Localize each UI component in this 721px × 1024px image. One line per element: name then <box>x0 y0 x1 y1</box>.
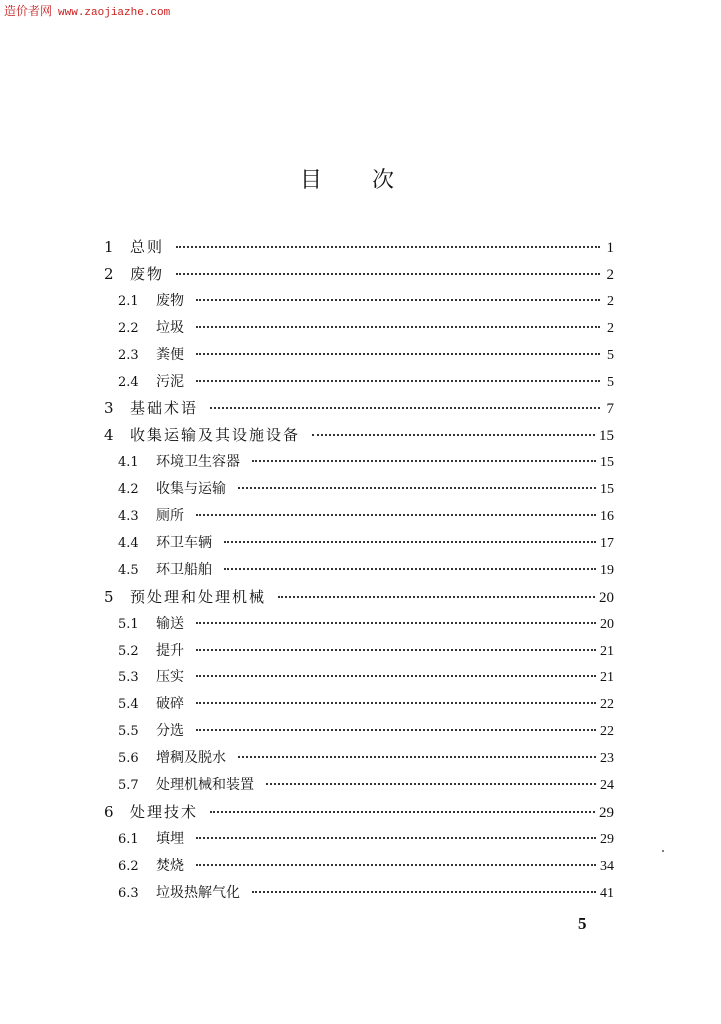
toc-entry-label: 增稠及脱水 <box>156 750 226 766</box>
toc-dot-leader <box>224 541 596 543</box>
toc-entry <box>118 773 614 797</box>
toc-entry-page: 29 <box>600 832 614 847</box>
toc-entry-page: 15 <box>600 482 614 497</box>
toc-entry-page: 17 <box>600 536 614 551</box>
toc-entry <box>104 800 614 824</box>
toc-entry <box>118 827 614 851</box>
toc-entry-number: 6.3 <box>118 886 139 901</box>
toc-entry-number: 4.2 <box>118 482 139 497</box>
toc-dot-leader <box>196 622 596 624</box>
toc-dot-leader <box>196 514 596 516</box>
toc-dot-leader <box>196 353 600 355</box>
toc-entry-label: 污泥 <box>156 374 184 390</box>
watermark-site-name: 造价者网 <box>4 4 53 18</box>
toc-entry <box>104 396 614 420</box>
toc-dot-leader <box>196 837 596 839</box>
toc-entry-number: 5.7 <box>118 778 139 793</box>
toc-entry-number: 5.1 <box>118 617 139 632</box>
toc-entry <box>118 692 614 716</box>
toc-entry-page: 21 <box>600 644 614 659</box>
toc-entry-page: 20 <box>599 590 614 606</box>
toc-entry-label: 总则 <box>130 238 165 256</box>
toc-dot-leader <box>196 649 596 651</box>
toc-entry <box>118 316 614 340</box>
toc-entry-label: 预处理和处理机械 <box>130 588 267 606</box>
toc-entry-number: 5.2 <box>118 644 139 659</box>
toc-entry-number: 6.1 <box>118 832 139 847</box>
toc-entry-page: 1 <box>606 240 614 256</box>
toc-entry-label: 环卫船舶 <box>156 562 212 578</box>
toc-title: 目次 <box>300 168 445 193</box>
scan-speck <box>662 850 664 852</box>
toc-dot-leader <box>196 729 596 731</box>
watermark-url: www.zaojiazhe.com <box>58 7 171 19</box>
toc-entry-label: 焚烧 <box>156 858 184 874</box>
toc-dot-leader <box>196 326 600 328</box>
toc-entry <box>118 719 614 743</box>
toc-entry-label: 厕所 <box>156 508 184 524</box>
toc-entry-label: 处理机械和装置 <box>156 777 254 793</box>
toc-entry-page: 41 <box>600 886 614 901</box>
toc-entry-page: 16 <box>600 509 614 524</box>
toc-entry-label: 废物 <box>156 293 184 309</box>
toc-entry-number: 2.3 <box>118 348 139 363</box>
toc-dot-leader <box>196 299 600 301</box>
toc-entry-number: 2.4 <box>118 375 139 390</box>
toc-dot-leader <box>278 596 595 598</box>
toc-dot-leader <box>196 702 596 704</box>
toc-entry-page: 22 <box>600 697 614 712</box>
toc-dot-leader <box>196 864 596 866</box>
toc-entry-page: 22 <box>600 724 614 739</box>
toc-entry <box>118 558 614 582</box>
toc-entry-number: 4.1 <box>118 455 139 470</box>
toc-entry <box>118 665 614 689</box>
toc-dot-leader <box>252 460 596 462</box>
toc-entry <box>118 746 614 770</box>
toc-entry <box>118 881 614 905</box>
toc-entry-label: 粪便 <box>156 347 184 363</box>
toc-dot-leader <box>224 568 596 570</box>
toc-entry-page: 23 <box>600 751 614 766</box>
toc-entry-number: 2.1 <box>118 294 139 309</box>
toc-entry-number: 5.6 <box>118 751 139 766</box>
toc-entry <box>118 450 614 474</box>
toc-entry <box>118 343 614 367</box>
toc-entry-page: 15 <box>600 455 614 470</box>
toc-dot-leader <box>176 246 600 248</box>
toc-entry-number: 6.2 <box>118 859 139 874</box>
toc-entry <box>118 639 614 663</box>
toc-dot-leader <box>238 487 596 489</box>
toc-entry-number: 4.5 <box>118 563 139 578</box>
toc-entry-label: 提升 <box>156 643 184 659</box>
toc-entry-page: 2 <box>607 294 614 309</box>
toc-dot-leader <box>238 756 596 758</box>
toc-entry-number: 5.4 <box>118 697 139 712</box>
page-number: 5 <box>578 914 587 933</box>
toc-dot-leader <box>196 380 600 382</box>
toc-entry-label: 环境卫生容器 <box>156 454 240 470</box>
toc-entry-label: 分选 <box>156 723 184 739</box>
toc-entry-number: 4.3 <box>118 509 139 524</box>
toc-entry-number: 5.3 <box>118 670 139 685</box>
toc-dot-leader <box>252 891 596 893</box>
toc-entry-label: 废物 <box>130 265 165 283</box>
toc-entry <box>118 531 614 555</box>
toc-entry-label: 收集运输及其设施设备 <box>130 426 301 444</box>
toc-entry-number: 3 <box>104 399 114 417</box>
toc-entry-page: 21 <box>600 670 614 685</box>
toc-entry-number: 2 <box>104 265 114 283</box>
toc-entry-page: 5 <box>607 348 614 363</box>
toc-entry-label: 填埋 <box>156 831 184 847</box>
toc-dot-leader <box>176 273 600 275</box>
toc-entry-label: 破碎 <box>156 696 184 712</box>
toc-entry-page: 20 <box>600 617 614 632</box>
toc-entry-page: 15 <box>599 428 614 444</box>
toc-dot-leader <box>196 675 596 677</box>
toc-dot-leader <box>210 811 595 813</box>
toc-entry-label: 垃圾热解气化 <box>156 885 240 901</box>
toc-dot-leader <box>210 407 600 409</box>
toc-entry-label: 收集与运输 <box>156 481 226 497</box>
toc-entry-page: 7 <box>606 401 614 417</box>
toc-entry-number: 6 <box>104 803 114 821</box>
toc-entry-page: 19 <box>600 563 614 578</box>
toc-entry-page: 2 <box>606 267 614 283</box>
toc-entry-page: 5 <box>607 375 614 390</box>
toc-dot-leader <box>312 434 595 436</box>
toc-entry-number: 4.4 <box>118 536 139 551</box>
toc-entry-label: 处理技术 <box>130 803 199 821</box>
toc-entry-label: 垃圾 <box>156 320 184 336</box>
toc-entry <box>118 612 614 636</box>
toc-entry-number: 4 <box>104 426 114 444</box>
toc-entry <box>118 289 614 313</box>
toc-entry-number: 5 <box>104 588 114 606</box>
toc-entry-label: 环卫车辆 <box>156 535 212 551</box>
toc-entry <box>118 504 614 528</box>
toc-dot-leader <box>266 783 596 785</box>
toc-entry-label: 基础术语 <box>130 399 199 417</box>
toc-entry-label: 输送 <box>156 616 184 632</box>
toc-entry-number: 5.5 <box>118 724 139 739</box>
toc-entry-label: 压实 <box>156 669 184 685</box>
toc-entry-page: 24 <box>600 778 614 793</box>
toc-entry-number: 2.2 <box>118 321 139 336</box>
toc-entry <box>104 423 614 447</box>
toc-entry-number: 1 <box>104 238 114 256</box>
toc-entry <box>104 585 614 609</box>
toc-entry <box>118 477 614 501</box>
toc-entry <box>104 262 614 286</box>
toc-entry <box>104 235 614 259</box>
toc-entry-page: 34 <box>600 859 614 874</box>
toc-entry <box>118 854 614 878</box>
toc-entry <box>118 370 614 394</box>
toc-entry-page: 29 <box>599 805 614 821</box>
toc-entry-page: 2 <box>607 321 614 336</box>
